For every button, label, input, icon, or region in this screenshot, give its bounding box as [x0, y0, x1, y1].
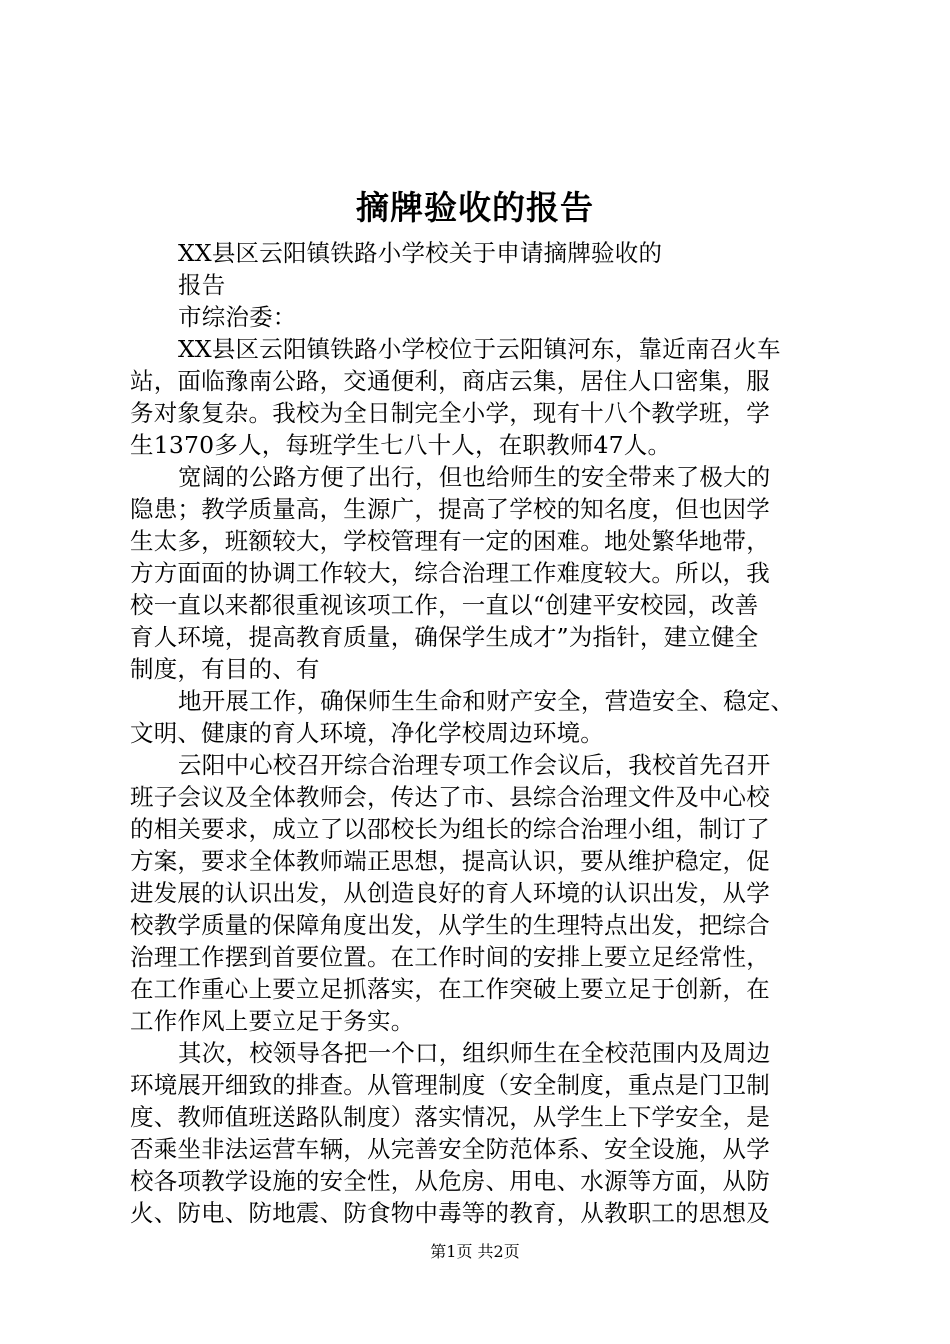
text-line: 度、教师值班送路队制度）落实情况，从学生上下学安全，是: [130, 1103, 770, 1131]
text-line: 方案，要求全体教师端正思想，提高认识，要从维护稳定，促: [130, 847, 770, 875]
text-line: 生1370多人，每班学生七八十人，在职教师47人。: [130, 431, 672, 459]
text-line: 否乘坐非法运营车辆，从完善安全防范体系、安全设施，从学: [130, 1135, 770, 1163]
text-line: 班子会议及全体教师会，传达了市、县综合治理文件及中心校: [130, 783, 770, 811]
text-line: 环境展开细致的排查。从管理制度（安全制度，重点是门卫制: [130, 1071, 770, 1099]
text-line: 生太多，班额较大，学校管理有一定的困难。地处繁华地带，: [130, 527, 770, 555]
text-line: 治理工作摆到首要位置。在工作时间的安排上要立足经常性，: [130, 943, 770, 971]
text-line: 文明、健康的育人环境，净化学校周边环境。: [130, 719, 604, 747]
text-line: 校一直以来都很重视该项工作，一直以“创建平安校园，改善: [130, 591, 759, 619]
text-line: 云阳中心校召开综合治理专项工作会议后，我校首先召开: [178, 751, 771, 779]
text-line: 制度，有目的、有: [130, 655, 320, 683]
text-line: 校各项教学设施的安全性，从危房、用电、水源等方面，从防: [130, 1167, 770, 1195]
document-title: 摘牌验收的报告: [356, 188, 594, 227]
text-line: 在工作重心上要立足抓落实，在工作突破上要立足于创新，在: [130, 975, 770, 1003]
page-footer: 第1页 共2页: [430, 1242, 520, 1261]
text-line: XX县区云阳镇铁路小学校关于申请摘牌验收的: [178, 239, 663, 267]
text-line: 宽阔的公路方便了出行，但也给师生的安全带来了极大的: [178, 463, 771, 491]
text-line: 其次，校领导各把一个口，组织师生在全校范围内及周边: [178, 1039, 771, 1067]
text-line: 地开展工作，确保师生生命和财产安全，营造安全、稳定、: [178, 687, 795, 715]
text-line: XX县区云阳镇铁路小学校位于云阳镇河东，靠近南召火车: [178, 335, 781, 363]
text-line: 隐患；教学质量高，生源广，提高了学校的知名度，但也因学: [130, 495, 770, 523]
text-line: 方方面面的协调工作较大，综合治理工作难度较大。所以，我: [130, 559, 770, 587]
text-line: 进发展的认识出发，从创造良好的育人环境的认识出发，从学: [130, 879, 770, 907]
text-line: 校教学质量的保障角度出发，从学生的生理特点出发，把综合: [130, 911, 770, 939]
text-line: 工作作风上要立足于务实。: [130, 1007, 415, 1035]
document-body: [130, 237, 830, 1229]
text-line: 火、防电、防地震、防食物中毒等的教育，从教职工的思想及: [130, 1199, 770, 1227]
text-line: 的相关要求，成立了以邵校长为组长的综合治理小组，制订了: [130, 815, 770, 843]
text-line: 育人环境，提高教育质量，确保学生成才”为指针，建立健全: [130, 623, 759, 651]
text-line: 报告: [178, 271, 226, 299]
text-line: 务对象复杂。我校为全日制完全小学，现有十八个教学班，学: [130, 399, 770, 427]
text-line: 站，面临豫南公路，交通便利，商店云集，居住人口密集，服: [130, 367, 770, 395]
text-line: 市综治委：: [178, 303, 297, 331]
